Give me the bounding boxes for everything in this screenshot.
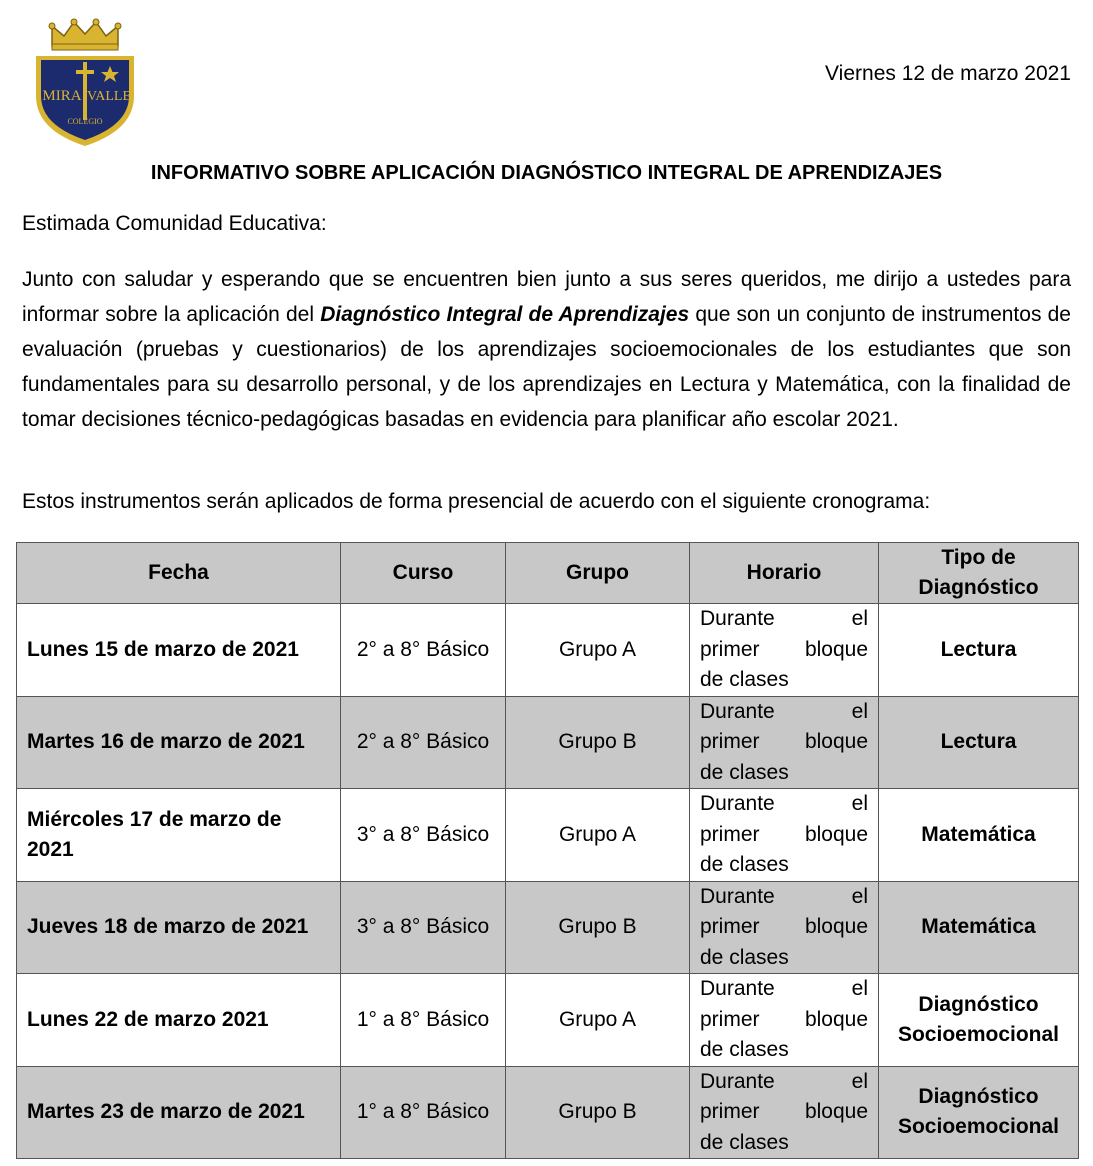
document-title: INFORMATIVO SOBRE APLICACIÓN DIAGNÓSTICO INTEGRAL DE APRENDIZAJES bbox=[150, 162, 943, 184]
header-curso: Curso bbox=[341, 543, 506, 604]
cell-fecha: Miércoles 17 de marzo de 2021 bbox=[17, 789, 341, 882]
para-text-1: Junto con saludar y esperando que se encuentren bien junto a sus seres queridos, me dirijo a ustedes para informar sobre la aplicación del bbox=[22, 268, 1071, 326]
svg-text:VALLE: VALLE bbox=[86, 89, 132, 104]
header-tipo-line1: Tipo de bbox=[941, 546, 1016, 569]
horario-word: bloque bbox=[804, 822, 868, 846]
tipo-line1: Lectura bbox=[940, 637, 1017, 661]
horario-word: el bbox=[851, 792, 868, 815]
tipo-line1: Diagnóstico bbox=[918, 992, 1039, 1016]
horario-word: de clases bbox=[700, 945, 789, 969]
tipo-line1: Diagnóstico bbox=[918, 1085, 1039, 1109]
horario-word: bloque bbox=[804, 915, 868, 938]
horario-word: Durante bbox=[700, 699, 775, 723]
cell-horario bbox=[690, 789, 879, 882]
cell-tipo bbox=[879, 974, 1079, 1067]
horario-word: bloque bbox=[804, 637, 868, 661]
cell-fecha: Jueves 18 de marzo de 2021 bbox=[17, 881, 341, 974]
horario-word: primer bbox=[700, 915, 760, 938]
horario-word: de clases bbox=[700, 1038, 789, 1061]
table-row bbox=[17, 789, 1079, 882]
cell-curso: 1° a 8° Básico bbox=[341, 1066, 506, 1159]
horario-word: primer bbox=[700, 1100, 760, 1123]
schedule-table bbox=[16, 542, 1079, 1159]
cell-fecha: Martes 16 de marzo de 2021 bbox=[17, 696, 341, 789]
header-fecha: Fecha bbox=[17, 543, 341, 604]
cell-curso: 2° a 8° Básico bbox=[341, 604, 506, 697]
table-row bbox=[17, 974, 1079, 1067]
cell-horario bbox=[690, 881, 879, 974]
cell-curso: 3° a 8° Básico bbox=[341, 881, 506, 974]
header-tipo-line2: Diagnóstico bbox=[918, 576, 1039, 599]
cell-tipo bbox=[879, 1066, 1079, 1159]
cell-horario bbox=[690, 1066, 879, 1159]
cell-grupo: Grupo B bbox=[506, 696, 690, 789]
tipo-line1: Lectura bbox=[940, 730, 1017, 754]
header-horario: Horario bbox=[690, 543, 879, 604]
school-logo bbox=[30, 18, 140, 150]
horario-word: bloque bbox=[804, 1100, 868, 1123]
para-text-2: que son un conjunto de instrumentos de evaluación (pruebas y cuestionarios) de los aprendizajes socioemocionales de los estudiantes que son fundamentales para su desarrollo personal, y de los aprendizajes en Lectura y Matemática, con la finalidad de tomar decisiones técnico-pedagógicas basadas en evidencia para planificar año escolar 2021. bbox=[22, 303, 1071, 431]
tipo-line1: Matemática bbox=[921, 822, 1036, 846]
tipo-line2: Socioemocional bbox=[897, 1115, 1060, 1139]
horario-word: bloque bbox=[804, 730, 868, 753]
schedule-intro: Estos instrumentos serán aplicados de forma presencial de acuerdo con el siguiente cronograma: bbox=[22, 490, 931, 513]
cell-horario bbox=[690, 604, 879, 697]
horario-word: primer bbox=[700, 637, 760, 661]
horario-word: Durante bbox=[700, 884, 775, 908]
table-row bbox=[17, 881, 1079, 974]
header-tipo bbox=[879, 543, 1079, 604]
horario-word: de clases bbox=[700, 760, 789, 784]
horario-word: el bbox=[851, 1069, 868, 1093]
cell-curso: 2° a 8° Básico bbox=[341, 696, 506, 789]
svg-text:MIRA: MIRA bbox=[42, 88, 82, 104]
horario-word: primer bbox=[700, 730, 760, 753]
body-paragraph bbox=[22, 262, 1071, 437]
table-row bbox=[17, 1066, 1079, 1159]
horario-word: el bbox=[851, 884, 868, 908]
header-grupo: Grupo bbox=[506, 543, 690, 604]
horario-word: bloque bbox=[804, 1007, 868, 1031]
horario-word: de clases bbox=[700, 668, 789, 691]
cell-curso: 1° a 8° Básico bbox=[341, 974, 506, 1067]
crest-icon bbox=[30, 18, 140, 150]
cell-grupo: Grupo A bbox=[506, 604, 690, 697]
horario-word: primer bbox=[700, 822, 760, 846]
cell-fecha: Lunes 15 de marzo de 2021 bbox=[17, 604, 341, 697]
horario-word: el bbox=[851, 699, 868, 723]
letter-date: Viernes 12 de marzo 2021 bbox=[825, 62, 1071, 85]
cell-tipo bbox=[879, 696, 1079, 789]
horario-word: de clases bbox=[700, 853, 789, 876]
tipo-line2: Socioemocional bbox=[897, 1022, 1060, 1046]
cell-fecha: Lunes 22 de marzo 2021 bbox=[17, 974, 341, 1067]
cell-curso: 3° a 8° Básico bbox=[341, 789, 506, 882]
cell-grupo: Grupo B bbox=[506, 1066, 690, 1159]
table-header-row bbox=[17, 543, 1079, 604]
cell-horario bbox=[690, 974, 879, 1067]
horario-word: de clases bbox=[700, 1130, 789, 1154]
svg-text:COLEGIO: COLEGIO bbox=[67, 117, 103, 126]
horario-word: Durante bbox=[700, 1069, 775, 1093]
cell-grupo: Grupo A bbox=[506, 974, 690, 1067]
cell-tipo bbox=[879, 789, 1079, 882]
horario-word: el bbox=[851, 977, 868, 1000]
cell-grupo: Grupo B bbox=[506, 881, 690, 974]
horario-word: Durante bbox=[700, 607, 775, 630]
greeting: Estimada Comunidad Educativa: bbox=[22, 212, 327, 235]
horario-word: Durante bbox=[700, 977, 775, 1000]
cell-fecha: Martes 23 de marzo de 2021 bbox=[17, 1066, 341, 1159]
cell-tipo bbox=[879, 881, 1079, 974]
cell-horario bbox=[690, 696, 879, 789]
cell-tipo bbox=[879, 604, 1079, 697]
horario-word: el bbox=[851, 607, 868, 630]
cell-grupo: Grupo A bbox=[506, 789, 690, 882]
para-emphasis: Diagnóstico Integral de Aprendizajes bbox=[320, 303, 690, 326]
table-row bbox=[17, 604, 1079, 697]
horario-word: primer bbox=[700, 1007, 760, 1031]
table-row bbox=[17, 696, 1079, 789]
horario-word: Durante bbox=[700, 792, 775, 815]
tipo-line1: Matemática bbox=[921, 915, 1036, 939]
